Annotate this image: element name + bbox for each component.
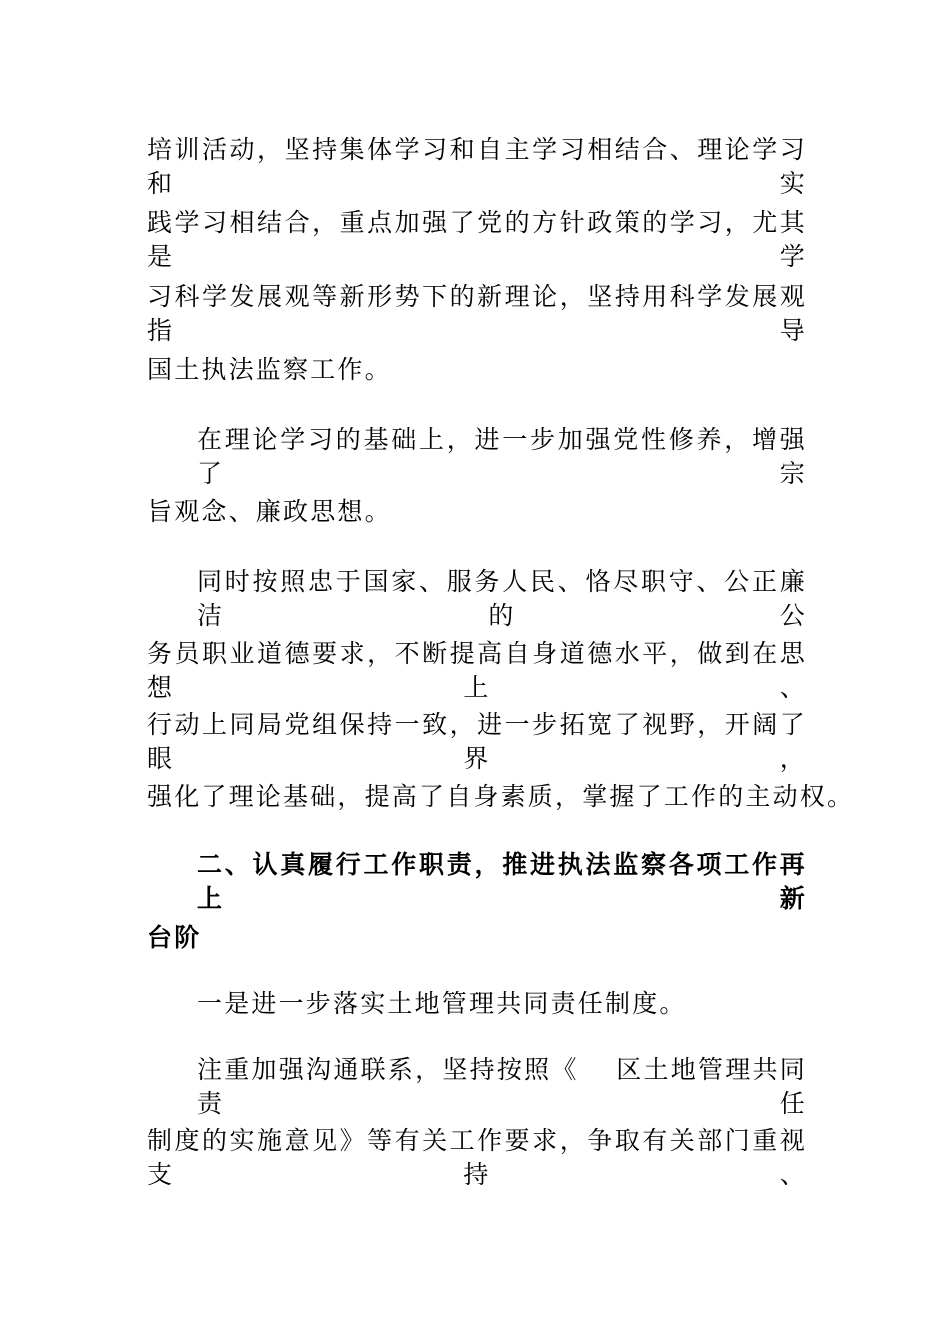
section-heading-continued: 台阶 [147,923,202,952]
text-line: 旨观念、廉政思想。 [147,497,392,526]
text-line: 培训活动，坚持集体学习和自主学习相结合、理论学习和实 [147,135,807,198]
text-line: 一是进一步落实土地管理共同责任制度。 [197,989,687,1018]
text-line: 行动上同局党组保持一致，进一步拓宽了视野，开阔了眼界， [147,710,807,773]
text-line: 践学习相结合，重点加强了党的方针政策的学习，尤其是学 [147,208,807,271]
text-line: 习科学发展观等新形势下的新理论，坚持用科学发展观指导 [147,282,807,345]
text-line: 强化了理论基础，提高了自身素质，掌握了工作的主动权。 [147,782,855,811]
text-line: 在理论学习的基础上，进一步加强党性修养，增强了宗 [197,425,807,488]
text-line: 制度的实施意见》等有关工作要求，争取有关部门重视支持、 [147,1126,807,1189]
text-line: 同时按照忠于国家、服务人民、恪尽职守、公正廉洁的公 [197,567,807,630]
text-line: 国土执法监察工作。 [147,355,392,384]
section-heading: 二、认真履行工作职责，推进执法监察各项工作再上新 [197,850,807,913]
text-line: 注重加强沟通联系，坚持按照《 区土地管理共同责任 [197,1055,807,1118]
text-line: 务员职业道德要求，不断提高自身道德水平，做到在思想上、 [147,639,807,702]
